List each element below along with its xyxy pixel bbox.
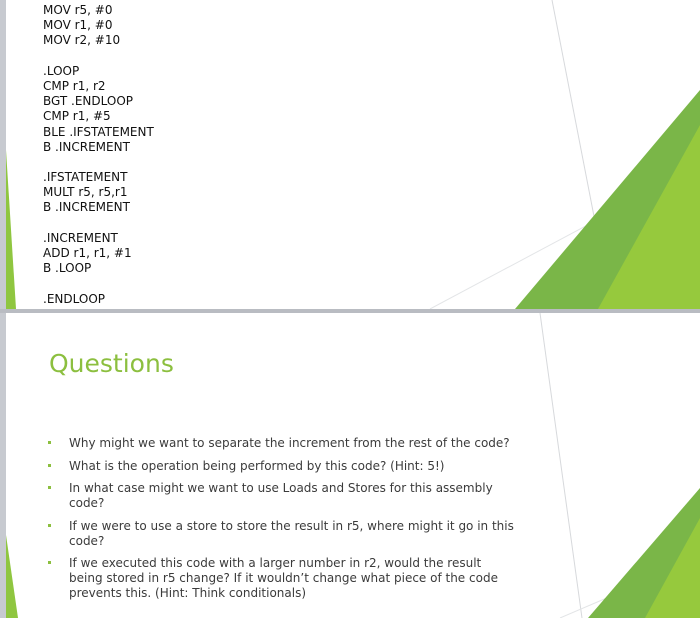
code-blank-line [43, 276, 154, 291]
code-blank-line [43, 49, 154, 64]
question-item [48, 481, 518, 511]
code-line: MOV r1, #0 [43, 18, 113, 33]
bullet-icon [48, 486, 51, 489]
question-text: What is the operation being performed by this code? (Hint: 5!) [69, 458, 445, 473]
questions-list [48, 436, 518, 609]
code-line: ADD r1, r1, #1 [43, 246, 132, 260]
code-line: B .INCREMENT [43, 200, 130, 215]
code-line: BLE .IFSTATEMENT [43, 124, 154, 139]
question-item [48, 459, 518, 474]
code-line: CMP r1, r2 [43, 78, 106, 93]
bullet-icon [48, 464, 51, 467]
code-line: B .LOOP [43, 261, 92, 276]
code-line: MOV r5, #0 [43, 3, 113, 17]
question-text: In what case might we want to use Loads and Stores for this assembly code? [69, 481, 493, 510]
code-line: MOV r2, #10 [43, 33, 121, 48]
questions-slide [0, 313, 700, 618]
slide-title: Questions [49, 349, 174, 378]
question-item [48, 436, 518, 451]
code-line: .LOOP [43, 63, 80, 78]
assembly-code-block [43, 3, 154, 307]
question-text: If we were to use a store to store the result in r5, where might it go in this code? [69, 518, 514, 548]
code-line: .IFSTATEMENT [43, 170, 128, 185]
code-line: .INCREMENT [43, 230, 118, 245]
question-text: Why might we want to separate the increment from the rest of the code? [69, 436, 510, 450]
bullet-icon [48, 524, 51, 527]
question-item [48, 556, 518, 601]
code-line: CMP r1, #5 [43, 109, 111, 124]
question-text: If we executed this code with a larger number in r2, would the result being stored in r5 change? If it wouldn’t change what piece of the code prevents this. (Hint: Think conditionals) [69, 556, 498, 600]
code-line: B .INCREMENT [43, 139, 130, 154]
code-line: .ENDLOOP [43, 291, 105, 306]
code-blank-line [43, 155, 154, 170]
code-line: MULT r5, r5,r1 [43, 185, 128, 200]
question-item [48, 519, 518, 549]
bullet-icon [48, 441, 51, 444]
code-blank-line [43, 216, 154, 231]
bullet-icon [48, 561, 51, 564]
code-line: BGT .ENDLOOP [43, 94, 134, 109]
